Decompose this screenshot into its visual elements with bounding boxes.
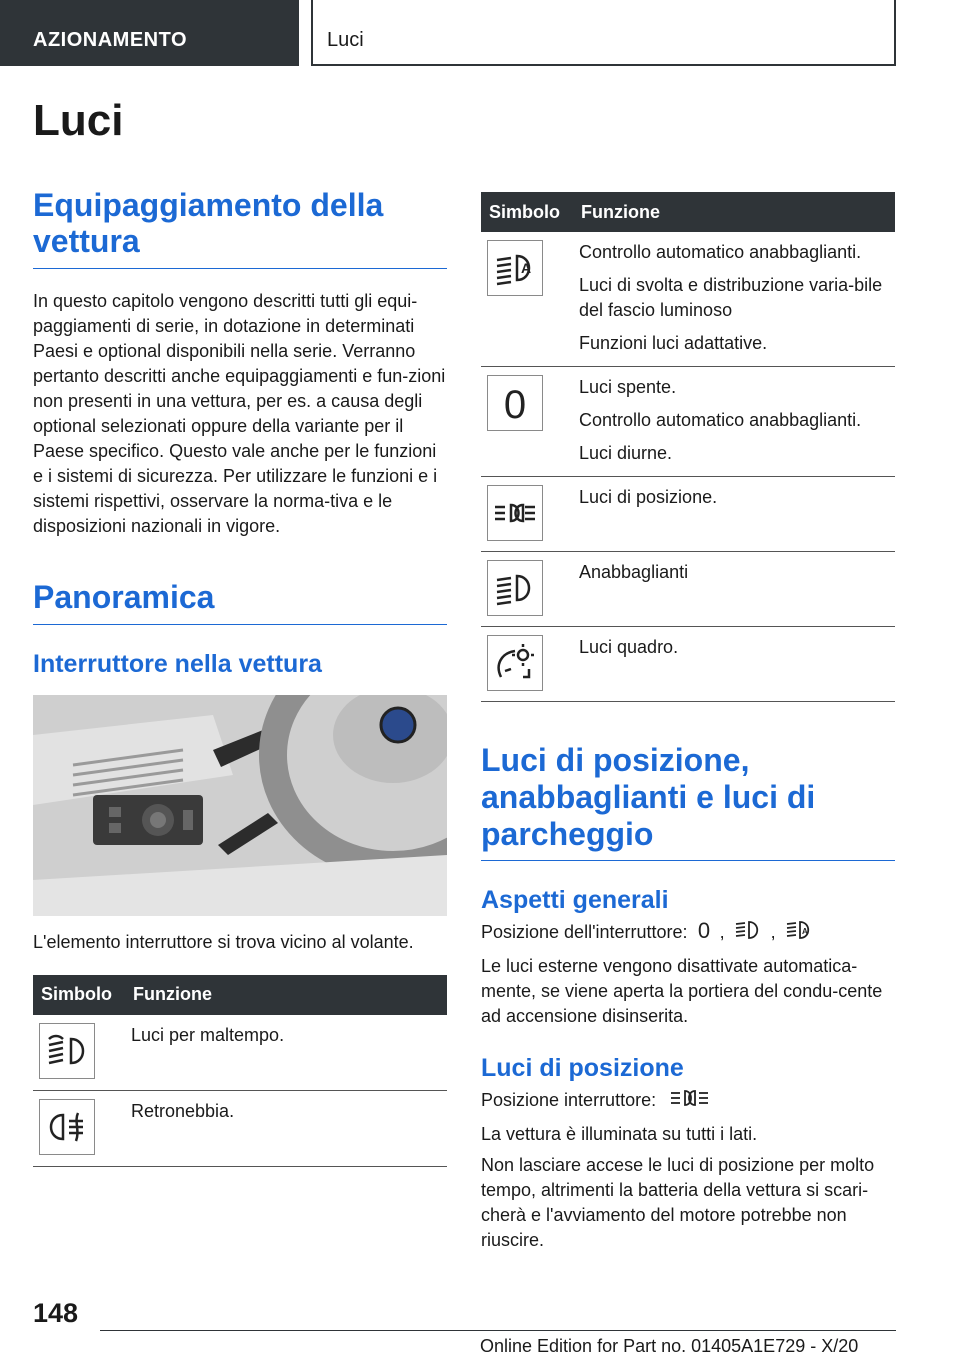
svg-text:0: 0: [697, 919, 710, 942]
auto-headlight-icon: [487, 240, 543, 296]
svg-text:A: A: [521, 260, 532, 276]
table-header-symbol: Simbolo: [33, 975, 125, 1015]
low-beam-icon: [487, 560, 543, 616]
function-text: Luci quadro.: [579, 637, 679, 657]
light-switch-illustration: [33, 695, 447, 916]
overview-heading: Panoramica: [33, 579, 447, 625]
table-row: [481, 477, 895, 552]
parking-position-label: Posizione interruttore:: [481, 1090, 657, 1111]
instrument-lighting-icon: [487, 635, 543, 691]
function-text: Controllo automatico anabbaglianti.: [579, 242, 862, 262]
switch-subheading: Interruttore nella vettura: [33, 649, 322, 678]
table-row: [33, 1091, 447, 1167]
general-position-label: Posizione dell'interruttore:: [481, 922, 688, 943]
footer-edition: Online Edition for Part no. 01405A1E729 - X/20: [480, 1336, 859, 1356]
auto-headlight-icon: [785, 919, 813, 948]
symbol-table-left: [33, 975, 447, 1168]
section2-heading: Luci di posizione, anabbaglianti e luci di parcheggio: [481, 742, 895, 861]
function-text: Luci di svolta e distribuzione varia-bile del fascio luminoso: [579, 275, 883, 320]
function-text: Luci spente.: [579, 377, 677, 397]
equipment-text: In questo capitolo vengono descritti tutti gli equi-paggiamenti di serie, in dotazione in determinati Paesi e optional disponibili nella serie. Verranno pertanto descritti anche equipaggiamenti e fun-zioni non presenti in una vettura, per es. a causa degli optional selezionati oppure della variante per il Paese specifico. Questo vale anche per le funzioni e i sistemi di sicurezza. Per utilizzare le funzioni e i sistemi rispettivi, osservare la norma-tiva e le disposizioni nazionali in vigore.: [33, 291, 446, 537]
equipment-heading: Equipaggiamento della vettura: [33, 187, 447, 270]
right-column: [481, 192, 895, 1253]
table-row: [481, 552, 895, 627]
light-switch-photo: [33, 695, 447, 916]
low-beam-icon: [734, 919, 762, 948]
function-text: Luci di posizione.: [579, 487, 718, 507]
parking-light-icon: [487, 485, 543, 541]
function-text: Funzioni luci adattative.: [579, 333, 768, 353]
function-text: Luci diurne.: [579, 443, 673, 463]
function-text: Controllo automatico anabbaglianti.: [579, 410, 862, 430]
fog-light-icon: [39, 1023, 95, 1079]
function-text: Anabbaglianti: [579, 562, 689, 582]
table-row: [481, 627, 895, 702]
page-title: Luci: [33, 96, 124, 145]
switch-caption: L'elemento interruttore si trova vicino al volante.: [33, 931, 414, 952]
general-heading: Aspetti generali: [481, 886, 669, 915]
header-topic: Luci: [311, 0, 896, 66]
function-text: Retronebbia.: [131, 1101, 235, 1122]
general-separator: ,: [719, 922, 725, 943]
general-separator: ,: [770, 922, 776, 943]
svg-text:0: 0: [503, 383, 527, 425]
symbol-table-right: [481, 192, 895, 702]
function-text: Luci per maltempo.: [131, 1024, 285, 1045]
page-number: 148: [33, 1298, 79, 1328]
table-header-function: Funzione: [573, 192, 895, 232]
table-header-function: Funzione: [125, 975, 447, 1015]
parking-position: [481, 1087, 895, 1116]
general-text: Le luci esterne vengono disattivate automatica-mente, se viene aperta la portiera del condu-cente ad accensione disinserita.: [481, 956, 883, 1027]
footer-divider: [100, 1330, 896, 1331]
parking-heading: Luci di posizione: [481, 1054, 684, 1083]
parking-text-1: La vettura è illuminata su tutti i lati.: [481, 1124, 758, 1145]
header-section: AZIONAMENTO: [0, 0, 299, 66]
svg-text:A: A: [801, 927, 808, 937]
table-header-symbol: Simbolo: [481, 192, 573, 232]
table-row: [481, 367, 895, 477]
parking-light-icon: [665, 1087, 713, 1116]
parking-text-2: Non lasciare accese le luci di posizione per molto tempo, altrimenti la batteria della vettura si scari-cherà e l'avviamento del motore potrebbe non riuscire.: [481, 1155, 875, 1251]
table-row: [33, 1015, 447, 1091]
left-column: [33, 96, 447, 1167]
lights-off-icon: [697, 919, 711, 948]
lights-off-icon: [487, 375, 543, 431]
table-row: [481, 232, 895, 367]
rear-fog-light-icon: [39, 1099, 95, 1155]
general-position: [481, 919, 895, 948]
